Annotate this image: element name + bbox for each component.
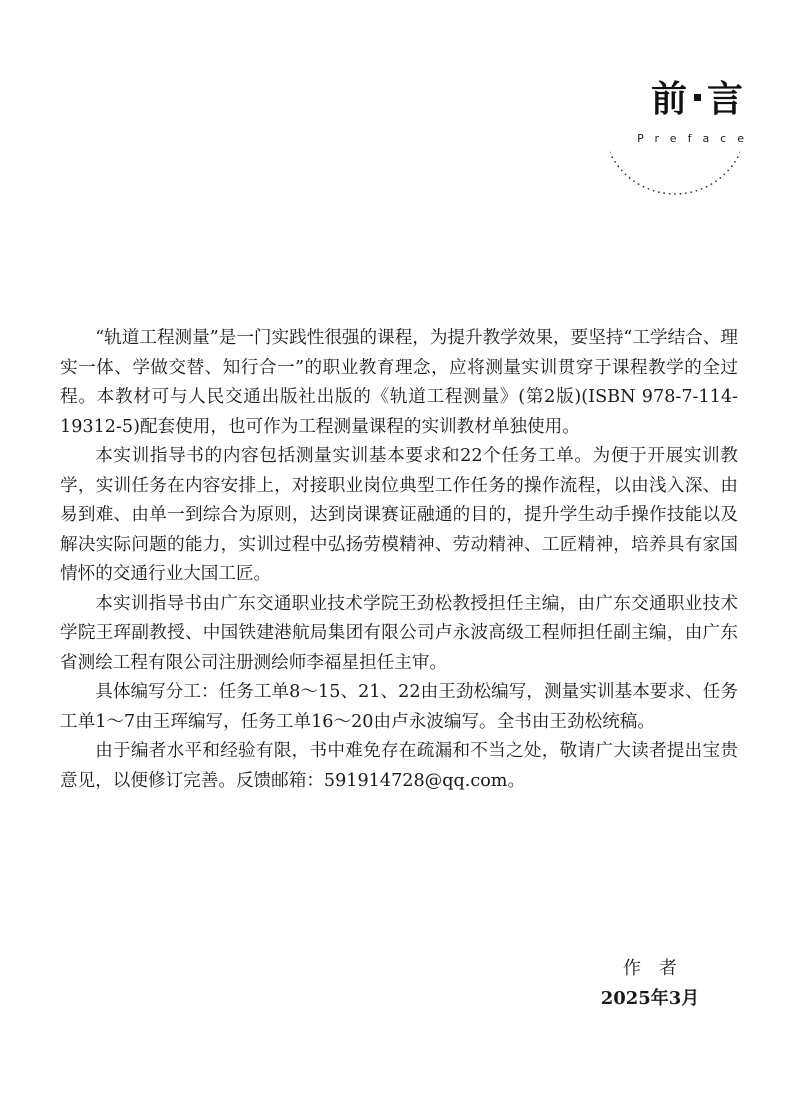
arc-dot bbox=[727, 170, 729, 172]
arc-dot bbox=[663, 192, 665, 194]
arc-dot bbox=[638, 183, 640, 185]
arc-dot bbox=[724, 173, 726, 175]
arc-dot bbox=[614, 161, 616, 163]
arc-dot bbox=[719, 177, 721, 179]
arc-dot bbox=[617, 165, 619, 167]
arc-dot bbox=[696, 190, 698, 192]
arc-dot bbox=[658, 191, 660, 193]
arc-dot bbox=[621, 170, 623, 172]
arc-dot bbox=[680, 193, 682, 195]
arc-dot bbox=[648, 188, 650, 190]
paragraph: 本实训指导书的内容包括测量实训基本要求和22个任务工单。为便于开展实训教学，实训任务在内容安排上，对接职业岗位典型工作任务的操作流程，以由浅入深、由易到难、由单一到综合为原则，达到岗课赛证融通的目的，提升学生动手操作技能以及解决实际问题的能力，实训过程中弘扬劳模精神、劳动精神、工匠精神，培养具有家国情怀的交通行业大国工匠。 bbox=[60, 446, 738, 584]
decorative-dotted-arc bbox=[610, 150, 740, 198]
arc-dot bbox=[715, 180, 717, 182]
arc-dot bbox=[610, 152, 611, 154]
arc-dot bbox=[643, 186, 645, 188]
page-title bbox=[604, 78, 744, 122]
arc-dot bbox=[653, 190, 655, 192]
arc-dot bbox=[706, 186, 708, 188]
preface-header bbox=[604, 78, 755, 145]
arc-dot bbox=[674, 193, 676, 195]
arc-dot bbox=[685, 192, 687, 194]
arc-dot bbox=[701, 188, 703, 190]
arc-dot bbox=[690, 191, 692, 193]
title-char-2: 言 bbox=[706, 79, 744, 120]
arc-dot bbox=[731, 165, 733, 167]
signature-author: 作者 bbox=[623, 958, 695, 979]
arc-dot bbox=[625, 173, 627, 175]
arc-dot bbox=[629, 177, 631, 179]
arc-dot bbox=[611, 156, 613, 158]
signature-block bbox=[590, 954, 710, 1014]
paragraph: 由于编者水平和经验有限，书中难免存在疏漏和不当之处，敬请广大读者提出宝贵意见，以便修订完善。反馈邮箱：591914728@qq.com。 bbox=[60, 741, 738, 791]
title-separator-dot bbox=[694, 94, 701, 101]
arc-dot bbox=[710, 183, 712, 185]
paragraph: 本实训指导书由广东交通职业技术学院王劲松教授担任主编，由广东交通职业技术学院王珲副教授、中国铁建港航局集团有限公司卢永波高级工程师担任副主编，由广东省测绘工程有限公司注册测绘师李福星担任主审。 bbox=[60, 593, 738, 673]
preface-body bbox=[60, 324, 738, 796]
signature-date: 2025年3月 bbox=[600, 988, 700, 1009]
paragraph: 具体编写分工：任务工单8～15、21、22由王劲松编写，测量实训基本要求、任务工单1～7由王珲编写，任务工单16～20由卢永波编写。全书由王劲松统稿。 bbox=[60, 682, 738, 732]
arc-dot bbox=[669, 193, 671, 195]
arc-dot bbox=[734, 161, 736, 163]
arc-dot bbox=[739, 152, 740, 154]
page-subtitle: Preface bbox=[637, 132, 755, 145]
arc-dot bbox=[633, 180, 635, 182]
arc-dot bbox=[737, 156, 739, 158]
paragraph: “轨道工程测量”是一门实践性很强的课程，为提升教学效果，要坚持“工学结合、理实一体、学做交替、知行合一”的职业教育理念，应将测量实训贯穿于课程教学的全过程。本教材可与人民交通出版社出版的《轨道工程测量》(第2版)(ISBN 978-7-114-19312-5)配套使用，也可作为工程测量课程的实训教材单独使用。 bbox=[60, 328, 738, 437]
title-char-1: 前 bbox=[650, 79, 688, 120]
